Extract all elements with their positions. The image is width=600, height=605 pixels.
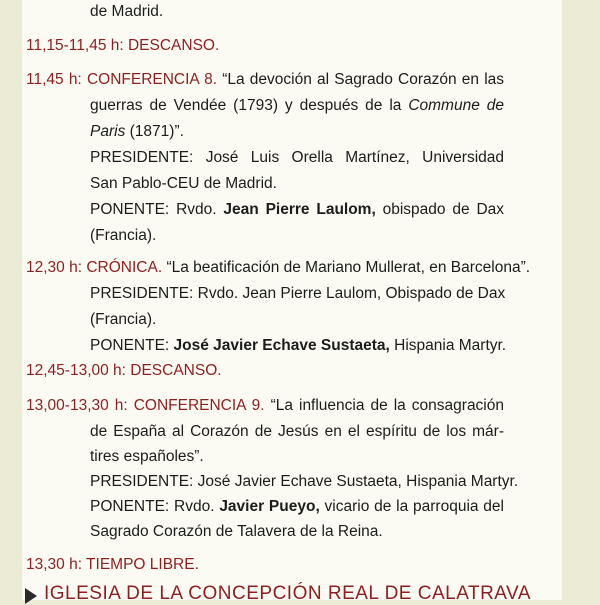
- conf8-ponente-label: PONENTE: Rvdo.: [90, 201, 224, 218]
- conf8-title-2: guerras de Vendée (1793) y después de la: [90, 97, 409, 114]
- conf9-title-3: tires españoles”.: [90, 448, 204, 465]
- conf8-line2: [90, 96, 504, 116]
- conf9-ponente-label: PONENTE: Rvdo.: [90, 498, 220, 515]
- cronica-presidente: PRESIDENTE: Rvdo. Jean Pierre Laulom, Obispado de Dax: [90, 285, 506, 302]
- triangle-bullet-icon: [25, 588, 37, 604]
- conf8-ponente: [90, 200, 504, 220]
- cronica-presidente-2: (Francia).: [90, 311, 157, 328]
- conf8-title-3-italic: Paris: [90, 123, 126, 140]
- conf8-line3: [90, 122, 184, 142]
- conf9-line1: [26, 396, 504, 416]
- cronica-ponente: [90, 336, 506, 356]
- conf9-presidente: PRESIDENTE: José Javier Echave Sustaeta, Hispania Martyr.: [90, 473, 519, 490]
- conf8-title-2-italic: Commune de: [408, 97, 505, 114]
- cronica-ponente-name: José Javier Echave Sustaeta,: [173, 337, 390, 354]
- cronica-label: CRÓNICA.: [86, 259, 163, 276]
- conf8-presidente: PRESIDENTE: José Luis Orella Martínez, Universidad: [90, 149, 504, 166]
- conf8-ponente-org: obispado de Dax: [375, 201, 505, 218]
- descanso-2: 12,45-13,00 h: DESCANSO.: [26, 362, 222, 379]
- conf9-ponente: [90, 497, 504, 517]
- conf9-ponente-org: vicario de la parroquia del: [319, 498, 504, 515]
- cronica-line1: [26, 258, 530, 278]
- conf8-time: 11,45 h:: [26, 71, 82, 88]
- cronica-ponente-label: PONENTE:: [90, 337, 174, 354]
- conf8-label: CONFERENCIA 8.: [86, 71, 217, 88]
- conf9-ponente-name: Javier Pueyo,: [219, 498, 320, 515]
- section-heading: IGLESIA DE LA CONCEPCIÓN REAL DE CALATRAVA: [44, 583, 531, 604]
- cronica-time: 12,30 h:: [26, 259, 83, 276]
- conf9-label: CONFERENCIA 9.: [133, 397, 265, 414]
- cronica-title: “La beatificación de Mariano Mullerat, en Barcelona”.: [166, 259, 531, 276]
- conf8-presidente-2: San Pablo-CEU de Madrid.: [90, 175, 277, 192]
- conf9-title-2: de España al Corazón de Jesús en el espíritu de los már-: [90, 423, 504, 440]
- conf8-title-3: (1871)”.: [125, 123, 184, 140]
- conf8-title-1: “La devoción al Sagrado Corazón en las: [222, 71, 505, 88]
- conf8-line1: [26, 70, 504, 90]
- conf9-time: 13,00-13,30 h:: [26, 397, 128, 414]
- conf8-ponente-2: (Francia).: [90, 227, 157, 244]
- continued-text: de Madrid.: [90, 3, 164, 20]
- tiempo-libre: 13,30 h: TIEMPO LIBRE.: [26, 556, 199, 573]
- cronica-ponente-org: Hispania Martyr.: [389, 337, 507, 354]
- descanso-1: 11,15-11,45 h: DESCANSO.: [26, 37, 220, 54]
- conf9-ponente-2: Sagrado Corazón de Talavera de la Reina.: [90, 523, 383, 540]
- conf9-title-1: “La influencia de la consagración: [270, 397, 504, 414]
- conf8-ponente-name: Jean Pierre Laulom,: [223, 201, 376, 218]
